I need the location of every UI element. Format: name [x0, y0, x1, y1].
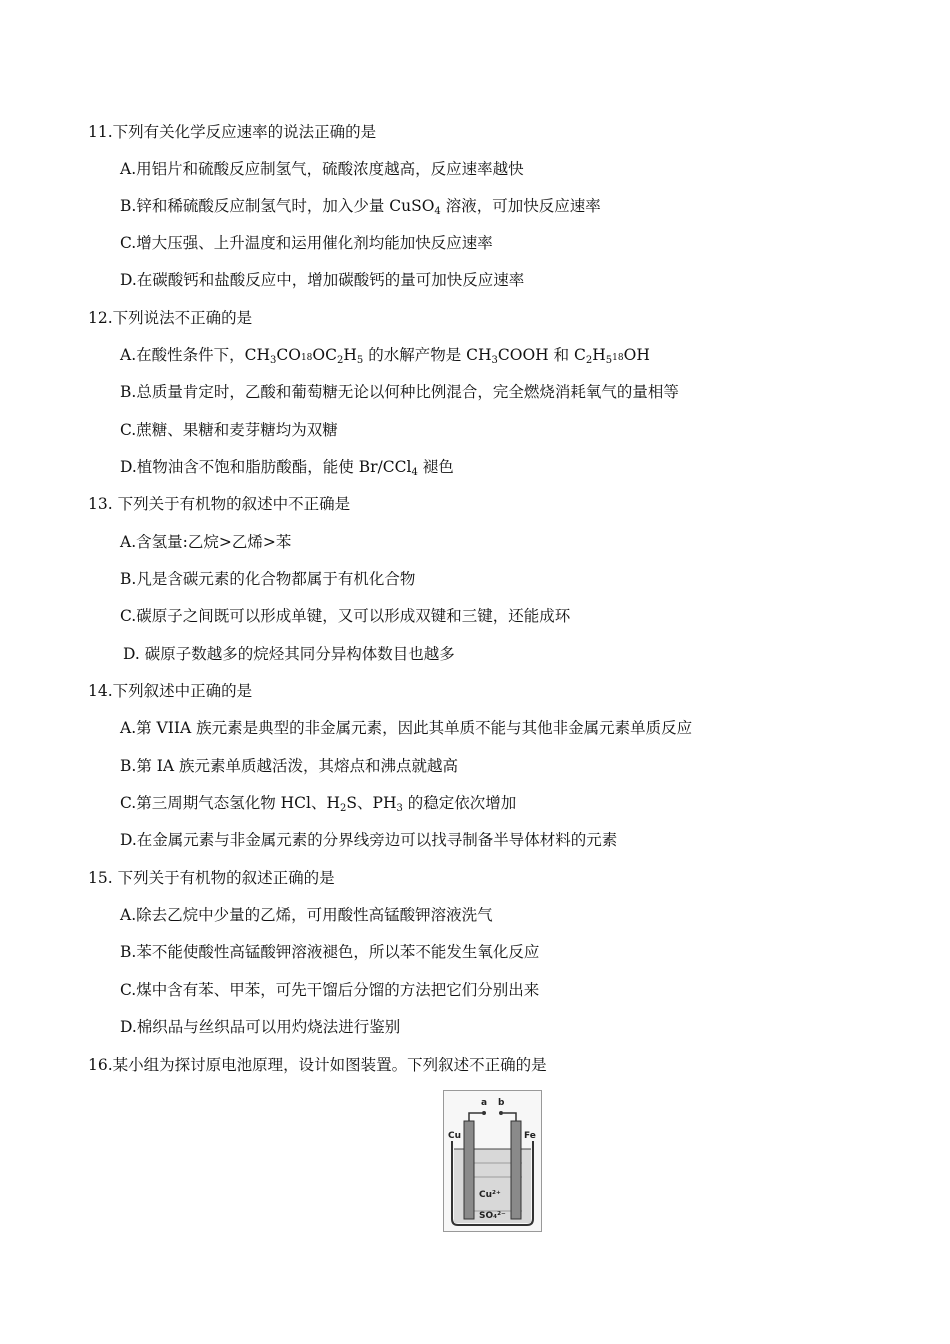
question-13-option-d: D. 碳原子数越多的烷烃其同分异构体数目也越多: [123, 645, 455, 663]
question-14-option-a: A.第 VIIA 族元素是典型的非金属元素，因此其单质不能与其他非金属元素单质反应: [120, 719, 693, 737]
sulfate-ion-label: SO₄²⁻: [479, 1211, 506, 1221]
question-11-stem: 11.下列有关化学反应速率的说法正确的是: [88, 123, 377, 141]
question-12-option-b: B.总质量肯定时，乙酸和葡萄糖无论以何种比例混合，完全燃烧消耗氧气的量相等: [120, 383, 679, 401]
terminal-a-dot: [482, 1111, 486, 1115]
question-12-option-d: D.植物油含不饱和脂肪酸酯，能使 Br/CCl$_4$ 褪色: [120, 458, 454, 478]
question-15-option-d: D.棉织品与丝织品可以用灼烧法进行鉴别: [120, 1018, 401, 1036]
galvanic-cell-diagram: [444, 1091, 541, 1231]
question-14-option-c: C.第三周期气态氢化物 HCl、$H_2S$、$PH_3$ 的稳定依次增加: [120, 794, 517, 814]
cu-label: Cu: [448, 1131, 462, 1141]
cu-electrode: [464, 1121, 474, 1219]
terminal-b-label: b: [498, 1098, 505, 1108]
question-11-option-b: B.锌和稀硫酸反应制氢气时，加入少量 CuSO$_4$ 溶液，可加快反应速率: [120, 197, 601, 217]
terminal-b-dot: [499, 1111, 503, 1115]
question-11-option-a: A.用铝片和硫酸反应制氢气，硫酸浓度越高，反应速率越快: [120, 160, 524, 178]
question-13-option-c: C.碳原子之间既可以形成单键，又可以形成双键和三键，还能成环: [120, 607, 571, 625]
wire: [469, 1113, 516, 1121]
fe-electrode: [511, 1121, 521, 1219]
cu-ion-label: Cu²⁺: [479, 1190, 501, 1200]
question-15-option-a: A.除去乙烷中少量的乙烯，可用酸性高锰酸钾溶液洗气: [120, 906, 493, 924]
question-16-stem: 16.某小组为探讨原电池原理，设计如图装置。下列叙述不正确的是: [88, 1056, 547, 1074]
question-12-option-c: C.蔗糖、果糖和麦芽糖均为双糖: [120, 421, 338, 439]
question-12-stem: 12.下列说法不正确的是: [88, 309, 253, 327]
question-14-option-d: D.在金属元素与非金属元素的分界线旁边可以找寻制备半导体材料的元素: [120, 831, 618, 849]
galvanic-cell-figure: [443, 1090, 542, 1232]
question-12-option-a: A.在酸性条件下，$CH_3CO18OC_2H_5$ 的水解产物是 $CH_3COOH$ 和 $C_2H_518OH$: [120, 346, 650, 366]
question-13-option-b: B.凡是含碳元素的化合物都属于有机化合物: [120, 570, 416, 588]
question-13-stem: 13. 下列关于有机物的叙述中不正确是: [88, 495, 351, 513]
question-15-option-c: C.煤中含有苯、甲苯，可先干馏后分馏的方法把它们分别出来: [120, 981, 540, 999]
fe-label: Fe: [524, 1131, 536, 1141]
question-15-stem: 15. 下列关于有机物的叙述正确的是: [88, 869, 335, 887]
question-14-option-b: B.第 IA 族元素单质越活泼，其熔点和沸点就越高: [120, 757, 458, 775]
terminal-a-label: a: [481, 1098, 488, 1108]
question-11-option-d: D.在碳酸钙和盐酸反应中，增加碳酸钙的量可加快反应速率: [120, 271, 525, 289]
question-14-stem: 14.下列叙述中正确的是: [88, 682, 253, 700]
question-11-option-c: C.增大压强、上升温度和运用催化剂均能加快反应速率: [120, 234, 493, 252]
question-13-option-a: A.含氢量:乙烷>乙烯>苯: [120, 533, 292, 551]
question-15-option-b: B.苯不能使酸性高锰酸钾溶液褪色，所以苯不能发生氧化反应: [120, 943, 540, 961]
